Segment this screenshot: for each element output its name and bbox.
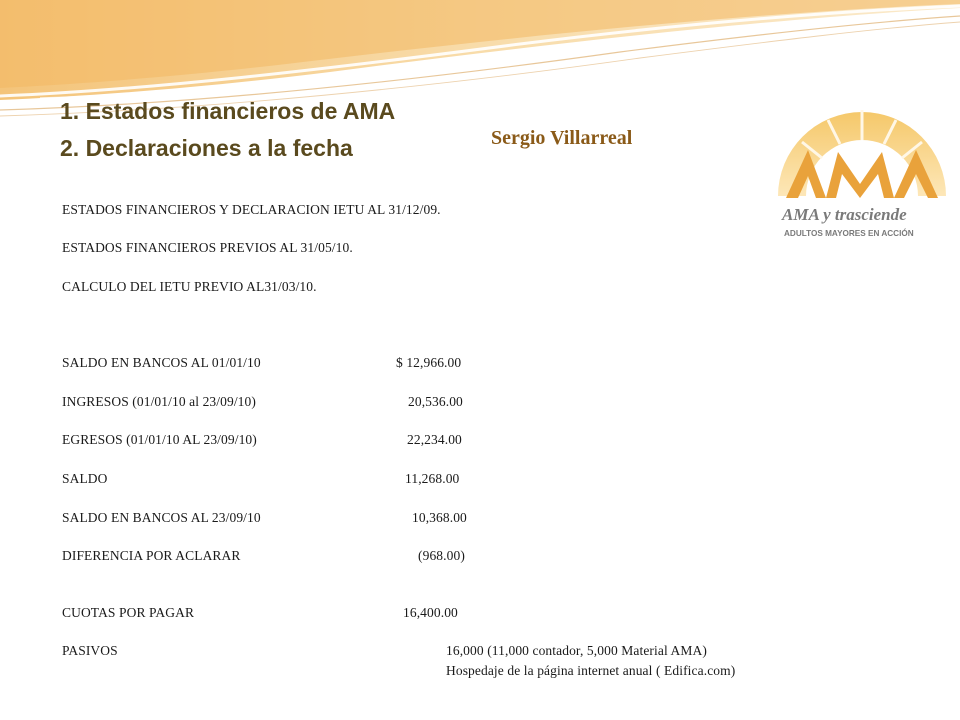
logo-subtitle: ADULTOS MAYORES EN ACCIÓN: [784, 229, 914, 238]
document-item: ESTADOS FINANCIEROS PREVIOS AL 31/05/10.: [62, 240, 353, 255]
financial-value: 11,268.00: [405, 471, 460, 486]
financial-value: 22,234.00: [407, 432, 462, 447]
ama-logo: [768, 86, 950, 242]
ama-letters-icon: [786, 150, 938, 198]
author-name: Sergio Villarreal: [491, 127, 633, 149]
document-item: ESTADOS FINANCIEROS Y DECLARACION IETU AL 31/12/09.: [62, 202, 441, 217]
slide-title-line-2: 2. Declaraciones a la fecha: [60, 135, 353, 161]
financial-value: (968.00): [418, 548, 465, 563]
financial-label: SALDO EN BANCOS AL 23/09/10: [62, 510, 261, 525]
financial-value: 16,400.00: [403, 605, 458, 620]
financial-label: INGRESOS (01/01/10 al 23/09/10): [62, 394, 256, 409]
slide-title-line-1: 1. Estados financieros de AMA: [60, 98, 396, 124]
financial-label: DIFERENCIA POR ACLARAR: [62, 548, 241, 563]
financial-value: 10,368.00: [412, 510, 467, 525]
financial-value: $ 12,966.00: [396, 355, 462, 370]
financial-label: SALDO EN BANCOS AL 01/01/10: [62, 355, 261, 370]
financial-label: SALDO: [62, 471, 108, 486]
document-item: CALCULO DEL IETU PREVIO AL31/03/10.: [62, 279, 317, 294]
pasivos-detail: 16,000 (11,000 contador, 5,000 Material AMA): [446, 643, 707, 658]
financial-label: EGRESOS (01/01/10 AL 23/09/10): [62, 432, 257, 447]
financial-label: CUOTAS POR PAGAR: [62, 605, 195, 620]
logo-tagline: AMA y trasciende: [782, 205, 907, 224]
pasivos-detail: Hospedaje de la página internet anual ( Edifica.com): [446, 663, 736, 678]
pasivos-label: PASIVOS: [62, 643, 118, 658]
financial-value: 20,536.00: [408, 394, 463, 409]
